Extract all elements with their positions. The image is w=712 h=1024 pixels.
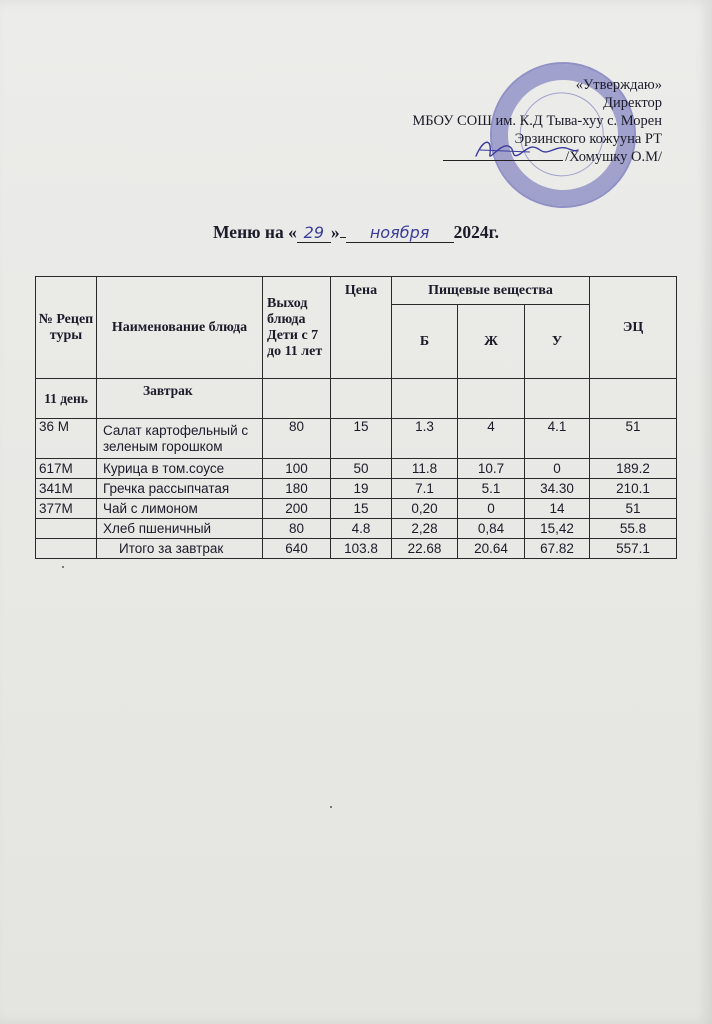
u-value: 15,42	[525, 519, 590, 539]
zh-value: 5.1	[458, 479, 525, 499]
b-value: 1.3	[392, 419, 458, 459]
output-value: 80	[263, 519, 331, 539]
empty-cell	[590, 379, 677, 419]
recipe-code	[36, 519, 97, 539]
approval-director-name: /Хомушку О.М/	[565, 149, 662, 165]
b-value: 7.1	[392, 479, 458, 499]
header-nutrients: Пищевые вещества	[392, 277, 590, 305]
total-zh: 20.64	[458, 539, 525, 559]
title-mid: »	[330, 222, 340, 242]
empty-cell	[331, 379, 392, 419]
header-u: У	[525, 305, 590, 379]
dish-name: Чай с лимоном	[97, 499, 263, 519]
approval-district: Эрзинского кожууна РТ	[514, 131, 662, 147]
header-b: Б	[392, 305, 458, 379]
header-price: Цена	[331, 277, 392, 379]
approval-position: Директор	[603, 95, 662, 111]
header-recipe: № Рецеп туры	[36, 277, 97, 379]
u-value: 4.1	[525, 419, 590, 459]
title-prefix: Меню на «	[213, 222, 297, 242]
ec-value: 51	[590, 419, 677, 459]
header-zh: Ж	[458, 305, 525, 379]
ec-value: 189.2	[590, 459, 677, 479]
empty-cell	[458, 379, 525, 419]
total-label: Итого за завтрак	[97, 539, 263, 559]
total-ec: 557.1	[590, 539, 677, 559]
meal-section-row	[36, 379, 677, 419]
table-row	[36, 499, 677, 519]
total-price: 103.8	[331, 539, 392, 559]
header-ec: ЭЦ	[590, 277, 677, 379]
ec-value: 55.8	[590, 519, 677, 539]
menu-table	[35, 276, 677, 559]
price-value: 15	[331, 419, 392, 459]
recipe-code: 377М	[36, 499, 97, 519]
price-value: 4.8	[331, 519, 392, 539]
table-row	[36, 419, 677, 459]
ec-value: 210.1	[590, 479, 677, 499]
total-row	[36, 539, 677, 559]
empty-cell	[263, 379, 331, 419]
dish-name: Курица в том.соусе	[97, 459, 263, 479]
meal-label: Завтрак	[97, 379, 263, 419]
title-day: 29	[297, 223, 331, 243]
empty-cell	[525, 379, 590, 419]
output-value: 80	[263, 419, 331, 459]
price-value: 19	[331, 479, 392, 499]
output-value: 200	[263, 499, 331, 519]
page-title	[0, 222, 712, 243]
dish-name: Гречка рассыпчатая	[97, 479, 263, 499]
u-value: 0	[525, 459, 590, 479]
u-value: 14	[525, 499, 590, 519]
header-output: Выход блюда Дети с 7 до 11 лет	[263, 277, 331, 379]
empty-cell	[392, 379, 458, 419]
zh-value: 10.7	[458, 459, 525, 479]
b-value: 2,28	[392, 519, 458, 539]
price-value: 15	[331, 499, 392, 519]
table-row	[36, 479, 677, 499]
b-value: 0,20	[392, 499, 458, 519]
paper-speck	[62, 566, 64, 568]
approval-school: МБОУ СОШ им. К.Д Тыва-хуу с. Морен	[412, 113, 662, 129]
price-value: 50	[331, 459, 392, 479]
day-label: 11 день	[36, 379, 97, 419]
zh-value: 0,84	[458, 519, 525, 539]
title-suffix: 2024г.	[453, 222, 499, 242]
dish-name: Салат картофельный с зеленым горошком	[97, 419, 263, 459]
header-dish: Наименование блюда	[97, 277, 263, 379]
recipe-code: 341М	[36, 479, 97, 499]
table-row	[36, 459, 677, 479]
zh-value: 4	[458, 419, 525, 459]
approval-heading: «Утверждаю»	[575, 77, 662, 93]
recipe-code: 617М	[36, 459, 97, 479]
total-output: 640	[263, 539, 331, 559]
zh-value: 0	[458, 499, 525, 519]
u-value: 34.30	[525, 479, 590, 499]
total-b: 22.68	[392, 539, 458, 559]
b-value: 11.8	[392, 459, 458, 479]
ec-value: 51	[590, 499, 677, 519]
output-value: 180	[263, 479, 331, 499]
dish-name: Хлеб пшеничный	[97, 519, 263, 539]
title-month: ноября	[346, 223, 454, 243]
handwritten-signature	[470, 132, 580, 166]
empty-cell	[36, 539, 97, 559]
paper-speck	[330, 806, 332, 808]
recipe-code: 36 М	[36, 419, 97, 459]
table-row	[36, 519, 677, 539]
output-value: 100	[263, 459, 331, 479]
total-u: 67.82	[525, 539, 590, 559]
header-row-1	[36, 277, 677, 305]
